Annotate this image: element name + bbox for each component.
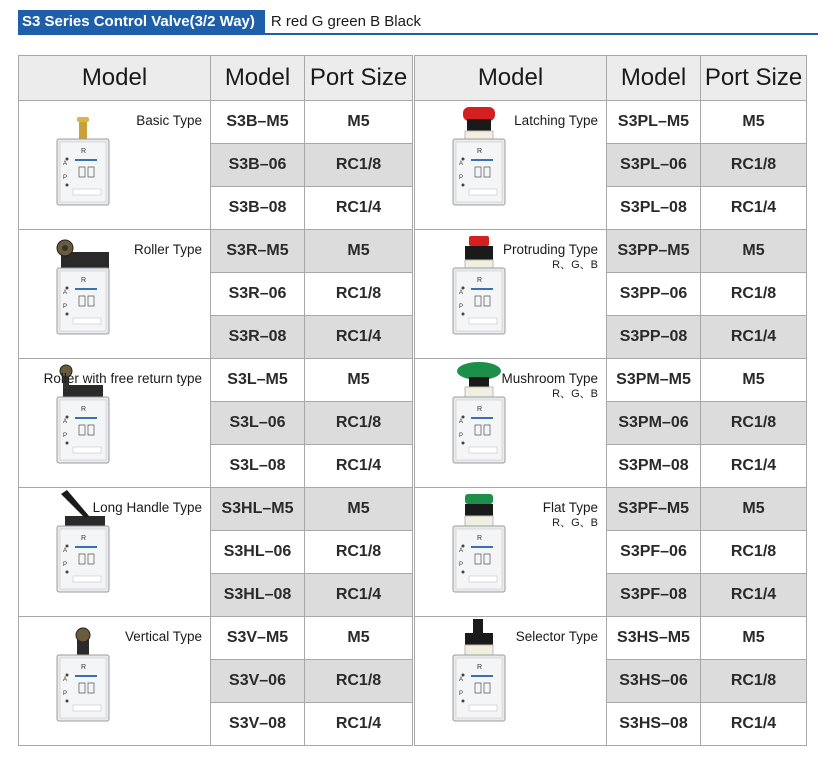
port-size-cell: RC1/8 [701, 531, 807, 574]
port-size-cell: RC1/4 [701, 316, 807, 359]
port-size-cell: M5 [305, 488, 413, 531]
col-header-model: Model [607, 56, 701, 101]
type-name: Basic Type [136, 113, 202, 128]
type-label [44, 371, 202, 387]
port-size-cell: RC1/8 [701, 273, 807, 316]
table-row [19, 230, 413, 273]
svg-text:P: P [459, 562, 464, 568]
valve-flat-icon [431, 488, 531, 614]
header [18, 10, 421, 34]
col-header-port-size: Port Size [305, 56, 413, 101]
type-colors: R、G、B [552, 388, 598, 400]
table-row [415, 359, 807, 402]
model-cell: S3PL–06 [607, 144, 701, 187]
port-size-cell: M5 [305, 230, 413, 273]
type-cell [19, 101, 211, 230]
svg-text:R: R [81, 535, 87, 542]
type-cell [19, 230, 211, 359]
port-size-cell: RC1/8 [305, 531, 413, 574]
svg-text:A: A [63, 161, 68, 167]
type-cell [19, 488, 211, 617]
model-cell: S3B–06 [211, 144, 305, 187]
svg-text:R: R [477, 148, 483, 155]
port-size-cell: RC1/4 [701, 445, 807, 488]
model-cell: S3L–08 [211, 445, 305, 488]
type-label [136, 113, 202, 129]
type-cell [415, 230, 607, 359]
port-size-cell: RC1/8 [701, 402, 807, 445]
model-cell: S3PF–08 [607, 574, 701, 617]
model-cell: S3PP–08 [607, 316, 701, 359]
valve-vertical-icon [35, 617, 135, 743]
table-row [19, 359, 413, 402]
svg-text:P: P [459, 433, 464, 439]
svg-text:A: A [63, 548, 68, 554]
port-size-cell: RC1/8 [701, 660, 807, 703]
model-cell: S3PM–08 [607, 445, 701, 488]
type-label [501, 371, 598, 402]
port-size-cell: RC1/8 [305, 402, 413, 445]
port-size-cell: RC1/4 [701, 703, 807, 746]
model-cell: S3PM–M5 [607, 359, 701, 402]
model-cell: S3V–08 [211, 703, 305, 746]
port-size-cell: M5 [701, 488, 807, 531]
model-cell: S3HL–06 [211, 531, 305, 574]
type-label [516, 629, 598, 645]
valve-basic-icon [35, 101, 135, 227]
port-size-cell: RC1/4 [305, 445, 413, 488]
port-size-cell: M5 [305, 617, 413, 660]
svg-text:P: P [459, 175, 464, 181]
svg-text:R: R [477, 406, 483, 413]
model-cell: S3HL–08 [211, 574, 305, 617]
model-cell: S3PL–08 [607, 187, 701, 230]
valve-roller-icon [35, 230, 135, 356]
svg-text:P: P [63, 691, 68, 697]
svg-text:R: R [477, 664, 483, 671]
svg-text:A: A [459, 677, 464, 683]
type-name: Vertical Type [124, 629, 202, 644]
type-name: Latching Type [514, 113, 598, 128]
type-colors: R、G、B [552, 517, 598, 529]
model-cell: S3HL–M5 [211, 488, 305, 531]
model-cell: S3PP–M5 [607, 230, 701, 273]
svg-text:P: P [63, 175, 68, 181]
type-label [125, 629, 202, 645]
type-name: Protruding Type [502, 242, 598, 257]
type-label [134, 242, 202, 258]
model-cell: S3V–06 [211, 660, 305, 703]
header-rule [18, 33, 818, 35]
left-table [18, 55, 413, 746]
model-cell: S3R–06 [211, 273, 305, 316]
type-name: Roller with free return type [43, 371, 202, 386]
svg-text:A: A [63, 290, 68, 296]
right-table [414, 55, 807, 746]
port-size-cell: RC1/4 [305, 316, 413, 359]
type-cell [19, 359, 211, 488]
port-size-cell: RC1/4 [701, 574, 807, 617]
port-size-cell: M5 [701, 617, 807, 660]
table-row [19, 617, 413, 660]
header-subtitle: R red G green B Black [270, 13, 421, 30]
model-cell: S3R–M5 [211, 230, 305, 273]
port-size-cell: RC1/4 [305, 703, 413, 746]
port-size-cell: RC1/8 [305, 144, 413, 187]
svg-text:R: R [477, 277, 483, 284]
svg-text:A: A [459, 548, 464, 554]
type-cell [415, 101, 607, 230]
model-cell: S3HS–M5 [607, 617, 701, 660]
model-cell: S3PF–M5 [607, 488, 701, 531]
svg-text:A: A [63, 419, 68, 425]
port-size-cell: M5 [305, 359, 413, 402]
type-name: Roller Type [133, 242, 202, 257]
table-row [415, 488, 807, 531]
port-size-cell: RC1/8 [701, 144, 807, 187]
svg-text:R: R [477, 535, 483, 542]
port-size-cell: M5 [701, 101, 807, 144]
table-row [19, 488, 413, 531]
type-cell [415, 359, 607, 488]
port-size-cell: M5 [701, 230, 807, 273]
model-cell: S3PL–M5 [607, 101, 701, 144]
model-cell: S3B–08 [211, 187, 305, 230]
port-size-cell: RC1/4 [305, 574, 413, 617]
port-size-cell: RC1/4 [701, 187, 807, 230]
model-cell: S3PM–06 [607, 402, 701, 445]
type-colors: R、G、B [552, 259, 598, 271]
table-row [415, 230, 807, 273]
svg-text:P: P [63, 562, 68, 568]
model-cell: S3PP–06 [607, 273, 701, 316]
type-label [514, 113, 598, 129]
col-header-model-group: Model [415, 56, 607, 101]
type-cell [415, 617, 607, 746]
table-row [19, 101, 413, 144]
table-row [415, 617, 807, 660]
table-row [415, 101, 807, 144]
type-label [503, 242, 598, 273]
model-cell: S3B–M5 [211, 101, 305, 144]
type-cell [19, 617, 211, 746]
model-cell: S3PF–06 [607, 531, 701, 574]
svg-text:A: A [459, 161, 464, 167]
model-cell: S3L–M5 [211, 359, 305, 402]
col-header-model-group: Model [19, 56, 211, 101]
svg-text:P: P [459, 691, 464, 697]
svg-text:A: A [459, 290, 464, 296]
svg-text:R: R [81, 148, 87, 155]
svg-text:A: A [459, 419, 464, 425]
port-size-cell: M5 [305, 101, 413, 144]
model-cell: S3HS–06 [607, 660, 701, 703]
header-title: S3 Series Control Valve(3/2 Way) [18, 10, 265, 34]
model-cell: S3R–08 [211, 316, 305, 359]
port-size-cell: M5 [701, 359, 807, 402]
col-header-port-size: Port Size [701, 56, 807, 101]
type-name: Long Handle Type [92, 500, 202, 515]
port-size-cell: RC1/8 [305, 273, 413, 316]
port-size-cell: RC1/4 [305, 187, 413, 230]
type-name: Mushroom Type [501, 371, 598, 386]
svg-text:A: A [63, 677, 68, 683]
type-label [543, 500, 598, 531]
type-cell [415, 488, 607, 617]
svg-text:R: R [81, 664, 87, 671]
svg-text:P: P [63, 433, 68, 439]
model-cell: S3HS–08 [607, 703, 701, 746]
port-size-cell: RC1/8 [305, 660, 413, 703]
col-header-model: Model [211, 56, 305, 101]
type-name: Selector Type [515, 629, 598, 644]
svg-text:P: P [459, 304, 464, 310]
type-name: Flat Type [542, 500, 598, 515]
type-label [93, 500, 202, 516]
model-cell: S3L–06 [211, 402, 305, 445]
svg-text:P: P [63, 304, 68, 310]
svg-text:R: R [81, 277, 87, 284]
svg-text:R: R [81, 406, 87, 413]
model-cell: S3V–M5 [211, 617, 305, 660]
